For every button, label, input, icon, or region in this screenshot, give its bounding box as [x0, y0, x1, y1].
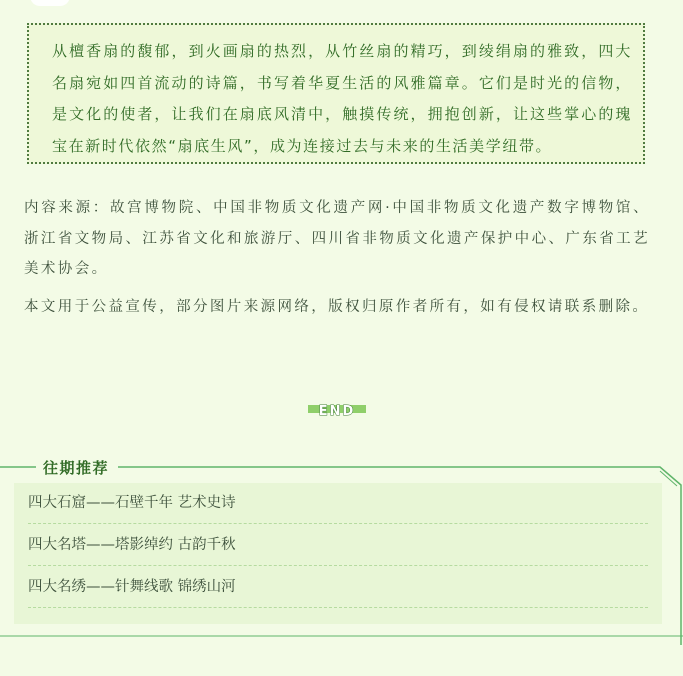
recommend-link-caves[interactable]: 四大石窟——石壁千年 艺术史诗 [28, 483, 648, 524]
recommend-link-pagodas[interactable]: 四大名塔——塔影绰约 古韵千秋 [28, 525, 648, 566]
quote-text: 从檀香扇的馥郁，到火画扇的热烈，从竹丝扇的精巧，到绫绢扇的雅致，四大名扇宛如四首流动的诗篇，书写着华夏生活的风雅篇章。它们是时光的信物，是文化的使者，让我们在扇底风清中，触摸传统，拥抱创新，让这些掌心的瑰宝在新时代依然“扇底生风”，成为连接过去与未来的生活美学纽带。 [52, 42, 632, 155]
recommend-link-embroidery[interactable]: 四大名绣——针舞线歌 锦绣山河 [28, 567, 648, 608]
end-label: END [318, 404, 356, 419]
source-paragraph: 内容来源：故宫博物院、中国非物质文化遗产网·中国非物质文化遗产数字博物馆、浙江省文物局、江苏省文化和旅游厅、四川省非物质文化遗产保护中心、广东省工艺美术协会。 [24, 200, 650, 277]
copyright-paragraph: 本文用于公益宣传，部分图片来源网络，版权归原作者所有，如有侵权请联系删除。 [24, 299, 650, 315]
end-marker [308, 403, 366, 423]
top-decoration [30, 0, 70, 6]
recommend-title: 往期推荐 [40, 457, 112, 478]
recommend-list [14, 483, 662, 624]
